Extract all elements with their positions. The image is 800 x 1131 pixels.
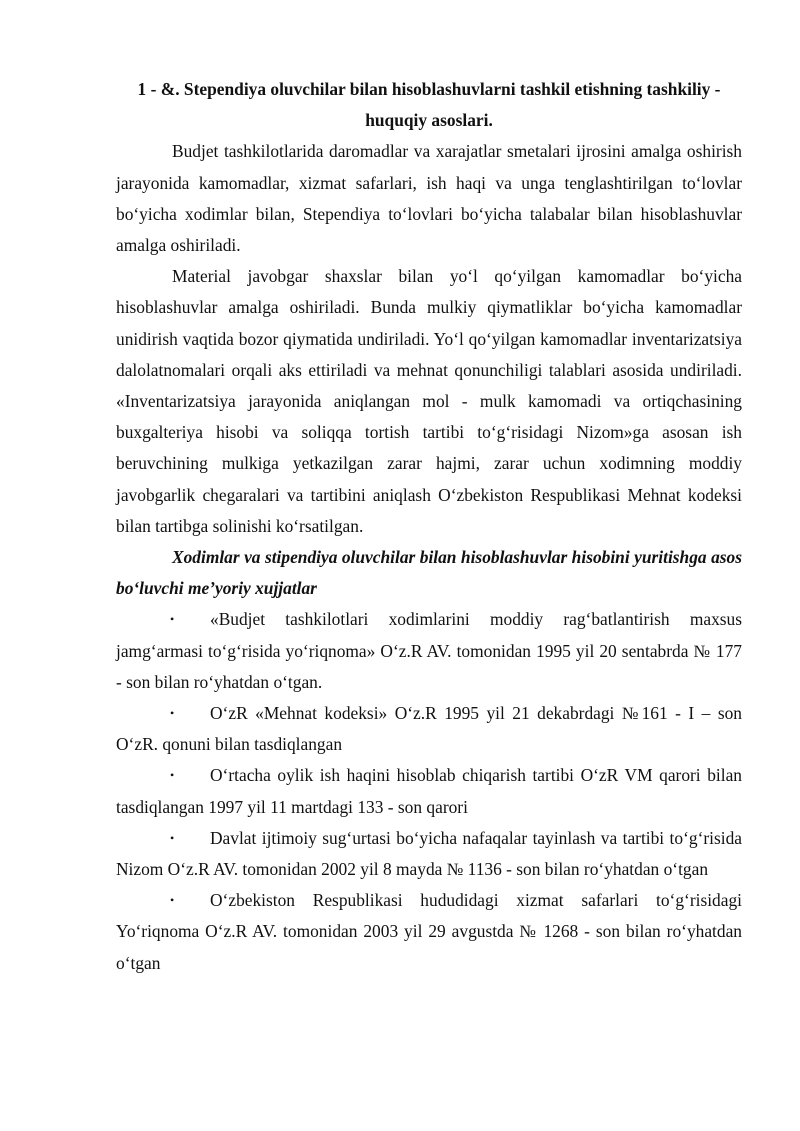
bullet-icon: •: [170, 768, 175, 783]
list-item-text: «Budjet tashkilotlari xodimlarini moddiy rag‘batlantirish maxsus jamg‘armasi to‘g‘risida yo‘riqnoma» O‘z.R AV. tomonidan 1995 yil 20 sentabrda № 177 - son bilan ro‘yhatdan o‘tgan.: [116, 609, 742, 692]
list-item-text: O‘rtacha oylik ish haqini hisoblab chiqarish tartibi O‘zR VM qarori bilan tasdiqlangan 1997 yil 11 martdagi 133 - son qarori: [116, 765, 742, 817]
list-item: [116, 885, 742, 979]
list-item-text: O‘zbekiston Respublikasi hududidagi xizmat safarlari to‘g‘risidagi Yo‘riqnoma O‘z.R AV. tomonidan 2003 yil 29 avgustda № 1268 - son bilan ro‘yhatdan o‘tgan: [116, 890, 742, 973]
paragraph-1: Budjet tashkilotlarida daromadlar va xarajatlar smetalari ijrosini amalga oshirish jarayonida kamomadlar, xizmat safarlari, ish haqi va unga tenglashtirilgan to‘lovlar bo‘yicha xodimlar bilan, Stependiya to‘lovlari bo‘yicha talabalar bilan hisoblashuvlar amalga oshiriladi.: [116, 141, 742, 256]
bullet-icon: •: [170, 830, 175, 845]
document-page: [116, 74, 742, 979]
paragraph-2: Material javobgar shaxslar bilan yo‘l qo‘yilgan kamomadlar bo‘yicha hisoblashuvlar amalga oshiriladi. Bunda mulkiy qiymatliklar bo‘yicha kamomadlar unidirish vaqtida bozor qiymatida undiriladi. Yo‘l qo‘yilgan kamomadlar inventarizatsiya dalolatnomalari orqali aks ettiriladi va mehnat qonunchiligi talablari asosida undiriladi. «Inventarizatsiya jarayonida aniqlangan mol - mulk kamomadi va ortiqchasining buxgalteriya hisobi va soliqqa tortish tartibi to‘g‘risidagi Nizom»ga asosan ish beruvchining mulkiga yetkazilgan zarar hajmi, zarar uchun xodimning moddiy javobgarlik chegaralari va tartibini aniqlash O‘zbekiston Respublikasi Mehnat kodeksi bilan tartibga solinishi ko‘rsatilgan.: [116, 266, 742, 536]
subheading: Xodimlar va stipendiya oluvchilar bilan hisoblashuvlar hisobini yuritishga asos bo‘luvchi me’yoriy xujjatlar: [116, 547, 742, 599]
list-item: [116, 823, 742, 885]
regulation-list: [116, 604, 742, 978]
list-item: [116, 760, 742, 822]
bullet-icon: •: [170, 706, 175, 721]
list-item: [116, 604, 742, 698]
section-title: 1 - &. Stependiya oluvchilar bilan hisoblashuvlarni tashkil etishning tashkiliy - huquqiy asoslari.: [137, 79, 721, 131]
list-item: [116, 698, 742, 760]
list-item-text: Davlat ijtimoiy sug‘urtasi bo‘yicha nafaqalar tayinlash va tartibi to‘g‘risida Nizom O‘z.R AV. tomonidan 2002 yil 8 mayda № 1136 - son bilan ro‘yhatdan o‘tgan: [116, 827, 742, 880]
bullet-icon: •: [170, 893, 175, 908]
list-item-text: O‘zR «Mehnat kodeksi» O‘z.R 1995 yil 21 dekabrdagi №161 - I – son O‘zR. qonuni bilan tasdiqlangan: [116, 703, 742, 755]
bullet-icon: •: [170, 612, 175, 627]
